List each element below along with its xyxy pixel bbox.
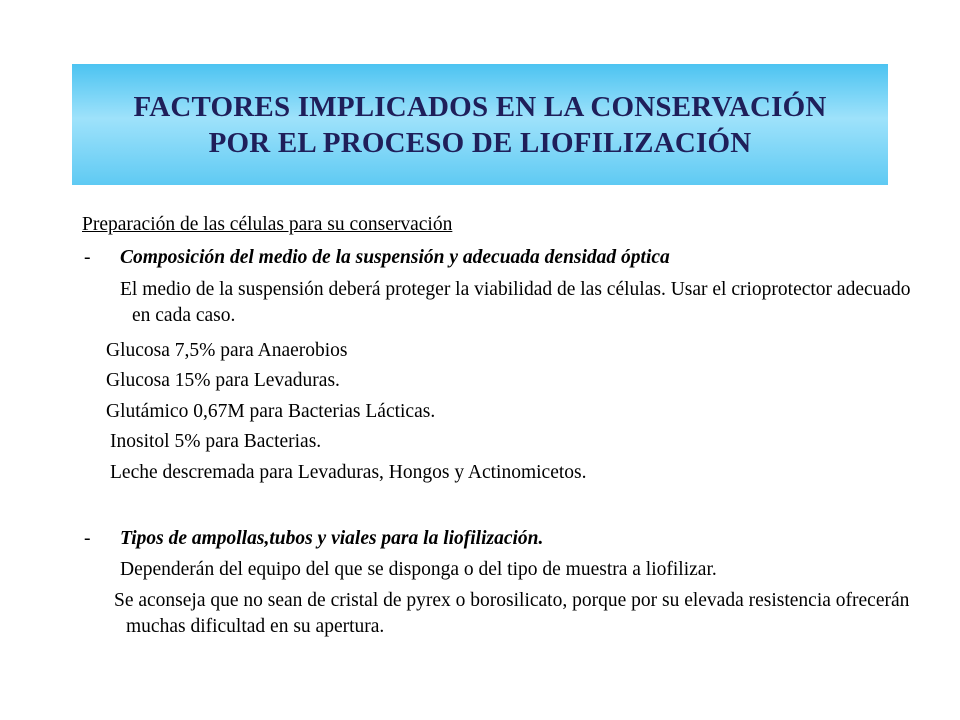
bullet-marker-1: - (84, 247, 91, 268)
paragraph-medio: El medio de la suspensión deberá proteger la viabilidad de las células. Usar el crioprotector adecuado en cada caso. (120, 279, 911, 326)
title-line-2: POR EL PROCESO DE LIOFILIZACIÓN (208, 126, 752, 159)
paragraph-aconseja (106, 588, 926, 640)
bullet-marker-2: - (84, 528, 91, 549)
list-item-glucosa-levaduras: Glucosa 15% para Levaduras. (106, 370, 340, 391)
bullet-composicion: Composición del medio de la suspensión y adecuada densidad óptica (120, 247, 670, 268)
paragraph-aconseja-text: Se aconseja que no sean de cristal de pyrex o borosilicato, porque por su elevada resistencia ofrecerán muchas dificultad en su apertura. (114, 590, 910, 637)
title-banner (72, 64, 888, 185)
list-item-glutamico: Glutámico 0,67M para Bacterias Lácticas. (106, 401, 436, 422)
bullet-tipos-ampollas: Tipos de ampollas,tubos y viales para la liofilización. (120, 528, 544, 549)
list-item-leche: Leche descremada para Levaduras, Hongos y Actinomicetos. (110, 462, 587, 483)
section-heading: Preparación de las células para su conservación (82, 214, 453, 235)
paragraph-dependeran: Dependerán del equipo del que se disponga o del tipo de muestra a liofilizar. (120, 559, 717, 580)
list-item-glucosa-anaerobios: Glucosa 7,5% para Anaerobios (106, 340, 348, 361)
list-item-inositol: Inositol 5% para Bacterias. (110, 431, 322, 452)
title-line-1: FACTORES IMPLICADOS EN LA CONSERVACIÓN (133, 90, 827, 123)
